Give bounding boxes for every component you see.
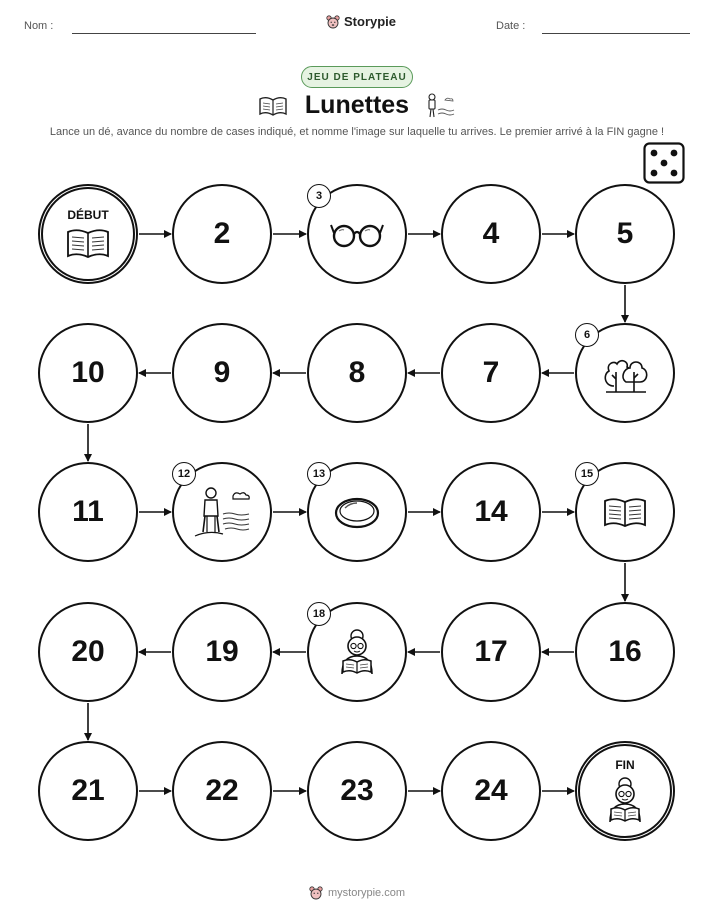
- cell-number-badge: 3: [307, 184, 331, 208]
- start-label: DÉBUT: [67, 208, 109, 222]
- start-cell: [38, 184, 138, 284]
- brand-name: Storypie: [344, 14, 397, 29]
- trees-icon: [600, 352, 650, 394]
- board-cell-21: [38, 741, 138, 841]
- cell-number: 9: [213, 356, 231, 389]
- grandma-reading-icon: [332, 628, 382, 676]
- board-cell-24: [441, 741, 541, 841]
- cell-number: 21: [71, 774, 105, 807]
- board-cell-19: [172, 602, 272, 702]
- game-type-badge: JEU DE PLATEAU: [301, 66, 413, 88]
- cell-number: 2: [213, 217, 231, 250]
- finish-label: FIN: [615, 758, 635, 772]
- instructions: Lance un dé, avance du nombre de cases indiqué, et nomme l'image sur laquelle tu arrives. Le premier arrivé à la FIN gagne !: [49, 126, 665, 138]
- cell-number: 23: [340, 774, 374, 807]
- cell-number: 14: [474, 495, 508, 528]
- board-cell-6: [575, 323, 675, 423]
- beach-boy-icon: [189, 484, 255, 540]
- board-cell-2: [172, 184, 272, 284]
- board-cell-3: [307, 184, 407, 284]
- cell-number: 20: [71, 635, 105, 668]
- board-cell-14: [441, 462, 541, 562]
- cell-number: 24: [474, 774, 508, 807]
- glasses-icon: [330, 219, 384, 249]
- date-label: Date :: [496, 20, 526, 32]
- cell-number: 10: [71, 356, 105, 389]
- board-cell-4: [441, 184, 541, 284]
- cell-number: 4: [482, 217, 500, 250]
- board-cell-23: [307, 741, 407, 841]
- board-cell-8: [307, 323, 407, 423]
- cell-number: 8: [348, 356, 366, 389]
- grandma-reading-icon: [600, 776, 650, 824]
- name-label: Nom :: [24, 20, 54, 32]
- cell-number-badge: 18: [307, 602, 331, 626]
- cell-number: 16: [608, 635, 642, 668]
- lens-icon: [332, 494, 382, 530]
- cell-number: 22: [205, 774, 239, 807]
- cell-number-badge: 15: [575, 462, 599, 486]
- book-icon: [602, 495, 648, 529]
- board-cell-13: [307, 462, 407, 562]
- finish-cell: [575, 741, 675, 841]
- cell-number: 7: [482, 356, 500, 389]
- board-cell-17: [441, 602, 541, 702]
- cell-number: 5: [616, 217, 634, 250]
- cell-number: 17: [474, 635, 508, 668]
- cell-number: 11: [72, 495, 104, 528]
- cell-number-badge: 12: [172, 462, 196, 486]
- board-cell-12: [172, 462, 272, 562]
- board-cell-9: [172, 323, 272, 423]
- cell-number-badge: 13: [307, 462, 331, 486]
- page-title: Lunettes: [304, 91, 410, 119]
- board-cell-10: [38, 323, 138, 423]
- footer-url: mystorypie.com: [327, 887, 406, 899]
- board-cell-7: [441, 323, 541, 423]
- board-cell-20: [38, 602, 138, 702]
- board-cell-15: [575, 462, 675, 562]
- board-cell-18: [307, 602, 407, 702]
- board-cell-16: [575, 602, 675, 702]
- board-cell-11: [38, 462, 138, 562]
- footer-bear-icon: [309, 886, 323, 900]
- board-cell-5: [575, 184, 675, 284]
- footer: [0, 886, 714, 900]
- board-cell-22: [172, 741, 272, 841]
- cell-number: 19: [205, 635, 239, 668]
- cell-number-badge: 6: [575, 323, 599, 347]
- book-icon: [65, 226, 111, 260]
